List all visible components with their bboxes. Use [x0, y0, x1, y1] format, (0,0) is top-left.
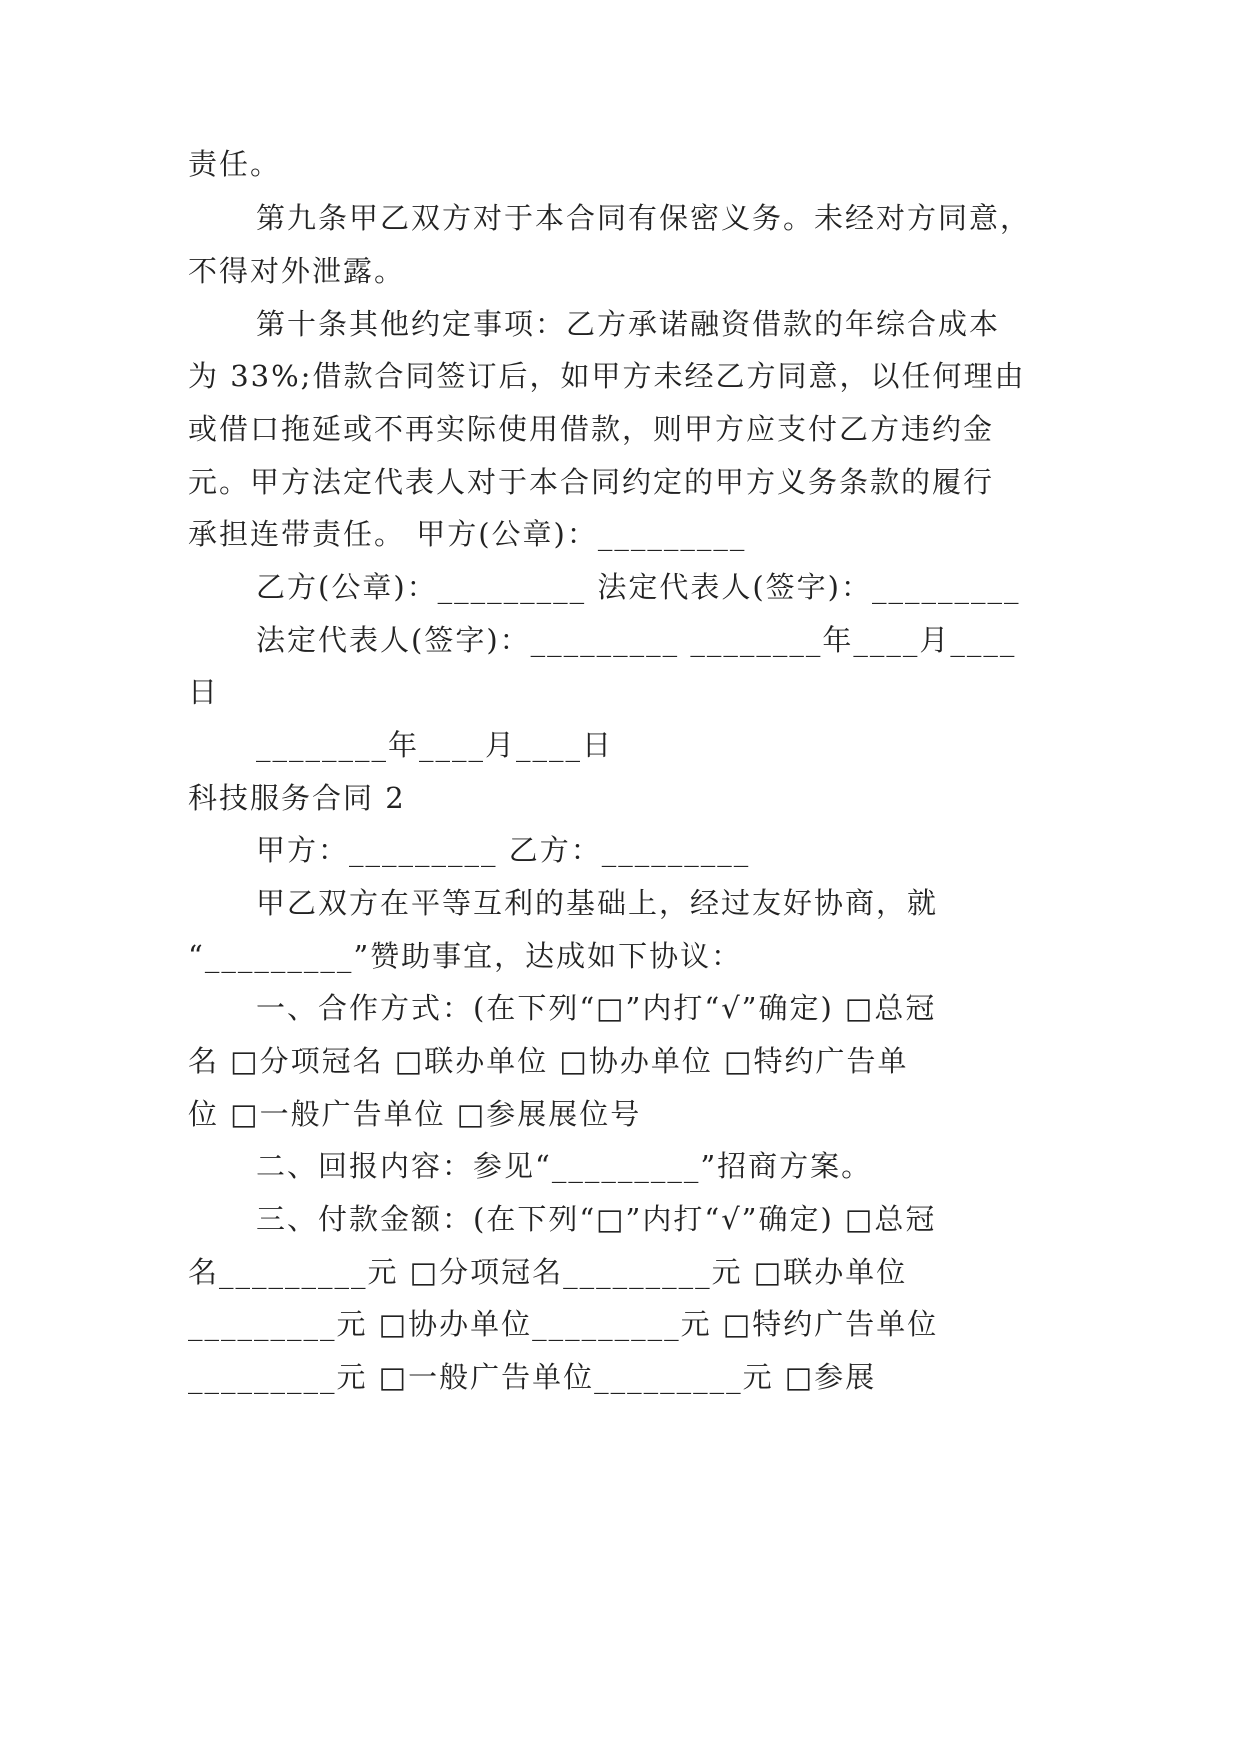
text-line-3: 不得对外泄露。: [188, 254, 406, 288]
text-line-11: 日: [188, 675, 220, 709]
text-line-4: 第十条其他约定事项：乙方承诺融资借款的年综合成本: [256, 307, 1001, 341]
text-line-16: “_________”赞助事宜，达成如下协议：: [188, 939, 743, 973]
text-line-19: 位 □一般广告单位 □参展展位号: [188, 1097, 642, 1131]
text-line-22: 名_________元 □分项冠名_________元 □联办单位: [188, 1255, 908, 1289]
text-line-6: 或借口拖延或不再实际使用借款，则甲方应支付乙方违约金: [188, 412, 995, 446]
text-line-10: 法定代表人(签字)：_________ ________年____月____: [256, 623, 1017, 657]
text-line-20: 二、回报内容：参见“_________”招商方案。: [256, 1149, 873, 1183]
text-line-17: 一、合作方式：(在下列“□”内打“√”确定) □总冠: [256, 991, 937, 1025]
text-line-1: 责任。: [188, 147, 282, 181]
text-line-7: 元。甲方法定代表人对于本合同约定的甲方义务条款的履行: [188, 465, 995, 499]
text-line-12: ________年____月____日: [256, 728, 614, 762]
text-line-14: 甲方：_________ 乙方：_________: [256, 833, 751, 867]
text-line-9: 乙方(公章)：_________ 法定代表人(签字)：_________: [256, 570, 1021, 604]
text-line-8: 承担连带责任。 甲方(公章)：_________: [188, 517, 747, 551]
text-line-5: 为 33%;借款合同签订后，如甲方未经乙方同意，以任何理由: [188, 359, 1026, 393]
text-line-24: _________元 □一般广告单位_________元 □参展: [188, 1360, 877, 1394]
text-line-15: 甲乙双方在平等互利的基础上，经过友好协商，就: [256, 886, 939, 920]
section-title: 科技服务合同 2: [188, 781, 406, 815]
text-line-23: _________元 □协办单位_________元 □特约广告单位: [188, 1307, 939, 1341]
text-line-21: 三、付款金额：(在下列“□”内打“√”确定) □总冠: [256, 1202, 937, 1236]
text-line-2: 第九条甲乙双方对于本合同有保密义务。未经对方同意，: [256, 201, 1032, 235]
text-line-18: 名 □分项冠名 □联办单位 □协办单位 □特约广告单: [188, 1044, 909, 1078]
